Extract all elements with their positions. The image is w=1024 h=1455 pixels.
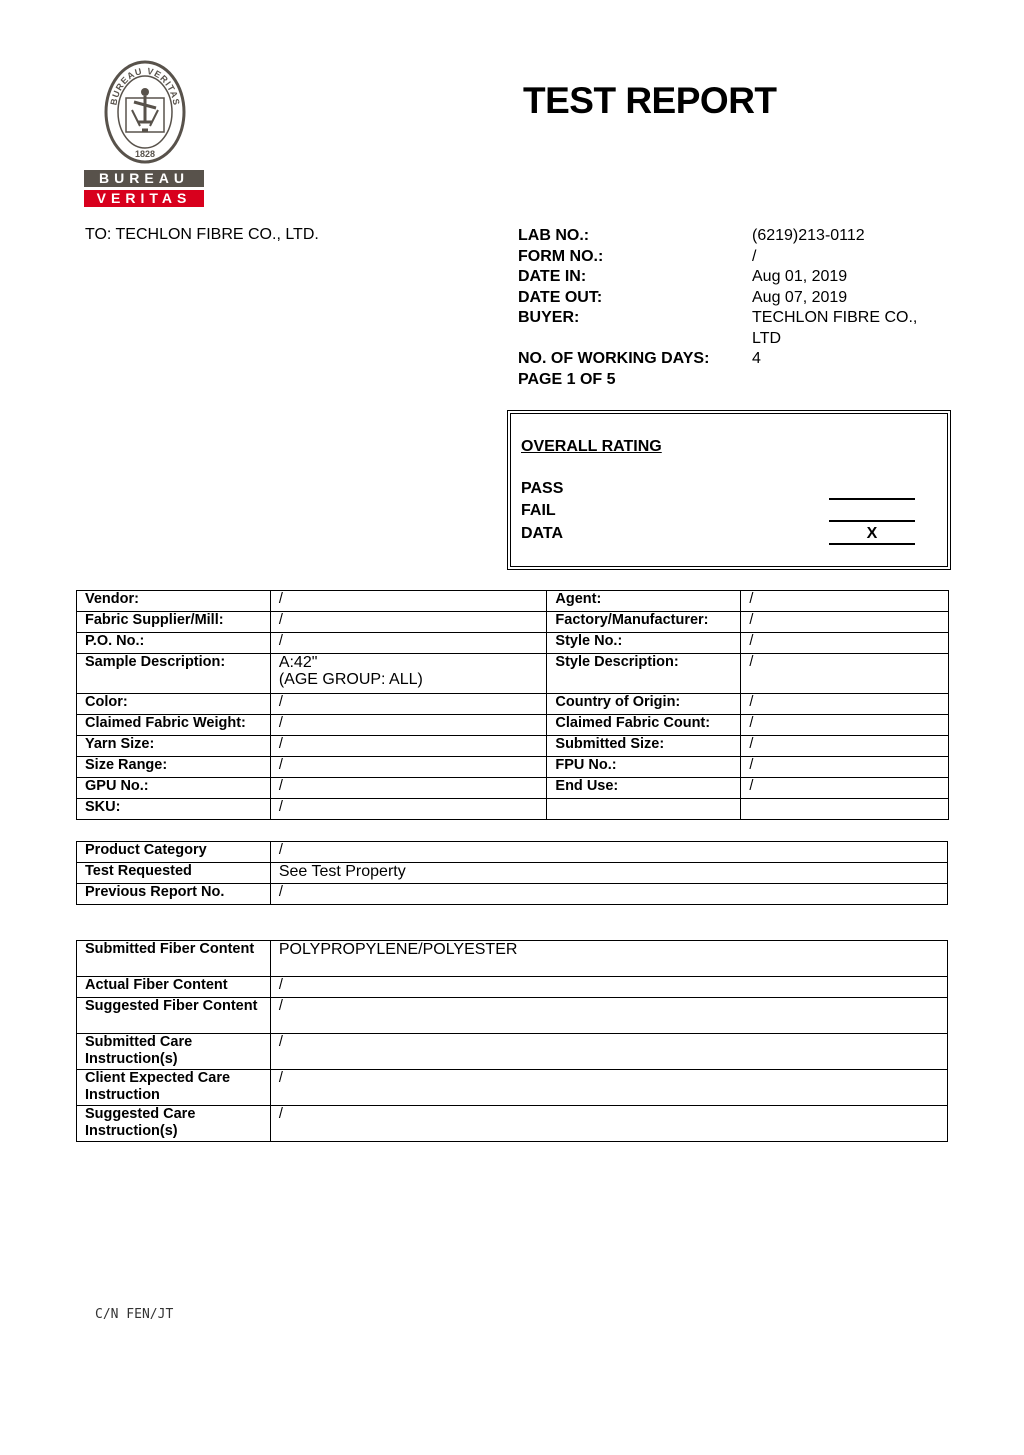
rating-label: PASS <box>521 480 564 497</box>
report-title: TEST REPORT <box>523 80 777 121</box>
meta-row-date-out <box>518 288 942 309</box>
cell-value: / <box>270 1070 947 1106</box>
table-row <box>77 799 949 820</box>
footer-code: C/N FEN/JT <box>95 1307 174 1322</box>
cell-label: Claimed Fabric Weight: <box>77 715 271 736</box>
product-table <box>76 841 948 905</box>
seal-icon <box>104 60 186 164</box>
seal-year: 1828 <box>134 149 156 159</box>
table-row <box>77 998 948 1034</box>
meta-label: LAB NO.: <box>518 227 590 244</box>
cell-label: Previous Report No. <box>77 884 271 905</box>
table-row <box>77 736 949 757</box>
meta-value: TECHLON FIBRE CO., LTD <box>752 309 918 347</box>
table-row <box>77 1106 948 1142</box>
cell-label: Suggested Fiber Content <box>77 998 271 1034</box>
cell-label: Test Requested <box>77 863 271 884</box>
cell-label: Submitted Fiber Content <box>77 941 271 977</box>
cell-value: / <box>270 1106 947 1142</box>
rating-row-pass <box>521 480 921 498</box>
cell-label: Vendor: <box>77 591 271 612</box>
cell-label: Yarn Size: <box>77 736 271 757</box>
meta-value: Aug 01, 2019 <box>752 268 848 285</box>
table-row <box>77 694 949 715</box>
cell-value: / <box>270 884 947 905</box>
cell-label: GPU No.: <box>77 778 271 799</box>
cell-label: Style Description: <box>547 654 741 694</box>
table-row <box>77 654 949 694</box>
table-row <box>77 941 948 977</box>
recipient-line: TO: TECHLON FIBRE CO., LTD. <box>85 226 319 243</box>
sample-info-table <box>76 590 949 820</box>
rating-title: OVERALL RATING <box>521 438 662 455</box>
rating-mark: X <box>829 525 915 545</box>
sample-description-line2: (AGE GROUP: ALL) <box>278 671 423 688</box>
cell-label: Client Expected Care Instruction <box>77 1070 271 1106</box>
meta-row-buyer <box>518 308 942 349</box>
meta-value: Aug 07, 2019 <box>752 288 848 306</box>
rating-label: DATA <box>521 525 564 542</box>
rating-row-data <box>521 525 921 543</box>
meta-value: / <box>752 247 757 265</box>
cell-value: POLYPROPYLENE/POLYESTER <box>270 941 947 977</box>
cell-label: Suggested Care Instruction(s) <box>77 1106 271 1142</box>
sample-description-line1: A:42" <box>278 654 318 671</box>
cell-value: / <box>270 736 547 757</box>
cell-value <box>270 654 547 694</box>
meta-value <box>752 370 942 391</box>
cell-label: Submitted Size: <box>547 736 741 757</box>
cell-value: / <box>270 778 547 799</box>
table-row <box>77 715 949 736</box>
meta-row-working-days <box>518 349 942 370</box>
table-row <box>77 1034 948 1070</box>
cell-label: Agent: <box>547 591 741 612</box>
cell-label: Country of Origin: <box>547 694 741 715</box>
cell-value: / <box>741 633 949 654</box>
table-row <box>77 842 948 863</box>
cell-value: / <box>270 842 947 863</box>
report-meta <box>518 226 942 390</box>
cell-value: / <box>741 694 949 715</box>
cell-value <box>741 799 949 820</box>
cell-value: / <box>741 612 949 633</box>
cell-value: / <box>741 757 949 778</box>
cell-label: Product Category <box>77 842 271 863</box>
cell-value: / <box>270 799 547 820</box>
cell-value: / <box>741 736 949 757</box>
cell-label: Claimed Fabric Count: <box>547 715 741 736</box>
cell-value: / <box>270 633 547 654</box>
meta-row-form-no <box>518 247 942 268</box>
cell-label: Fabric Supplier/Mill: <box>77 612 271 633</box>
meta-row-page <box>518 370 942 391</box>
cell-value: / <box>741 715 949 736</box>
table-row <box>77 633 949 654</box>
seal-text: BUREAU VERITAS <box>108 65 182 107</box>
cell-value: / <box>270 757 547 778</box>
brand-bottom-bar: VERITAS <box>84 190 204 207</box>
meta-label: PAGE 1 OF 5 <box>518 370 616 388</box>
cell-value: / <box>270 977 947 998</box>
cell-label: P.O. No.: <box>77 633 271 654</box>
cell-label: Factory/Manufacturer: <box>547 612 741 633</box>
table-row <box>77 778 949 799</box>
meta-row-lab-no <box>518 226 942 247</box>
meta-value: 4 <box>752 350 761 367</box>
rating-row-fail <box>521 502 921 520</box>
meta-label: DATE IN: <box>518 268 587 285</box>
table-row <box>77 1070 948 1106</box>
cell-label: Color: <box>77 694 271 715</box>
cell-label: Size Range: <box>77 757 271 778</box>
table-row <box>77 591 949 612</box>
cell-label: Submitted Care Instruction(s) <box>77 1034 271 1070</box>
cell-value: / <box>270 591 547 612</box>
cell-label: Actual Fiber Content <box>77 977 271 998</box>
bureau-veritas-logo <box>84 60 206 210</box>
cell-value: / <box>741 591 949 612</box>
cell-label: Style No.: <box>547 633 741 654</box>
cell-label <box>547 799 741 820</box>
cell-label: SKU: <box>77 799 271 820</box>
table-row <box>77 757 949 778</box>
fiber-care-table <box>76 940 948 1142</box>
cell-value: / <box>270 612 547 633</box>
meta-row-date-in <box>518 267 942 288</box>
table-row <box>77 884 948 905</box>
table-row <box>77 612 949 633</box>
meta-label: BUYER: <box>518 309 580 326</box>
table-row <box>77 977 948 998</box>
cell-label: Sample Description: <box>77 654 271 694</box>
overall-rating-box <box>507 410 951 570</box>
rating-mark <box>829 480 915 500</box>
cell-label: FPU No.: <box>547 757 741 778</box>
cell-label: End Use: <box>547 778 741 799</box>
cell-value: See Test Property <box>270 863 947 884</box>
cell-value: / <box>270 715 547 736</box>
table-row <box>77 863 948 884</box>
meta-value: (6219)213-0112 <box>752 227 865 244</box>
meta-label: NO. OF WORKING DAYS: <box>518 350 710 367</box>
cell-value: / <box>270 1034 947 1070</box>
cell-value: / <box>270 998 947 1034</box>
brand-top-bar: BUREAU <box>84 170 204 187</box>
cell-value: / <box>741 654 949 694</box>
cell-value: / <box>741 778 949 799</box>
cell-value: / <box>270 694 547 715</box>
meta-label: FORM NO.: <box>518 247 604 265</box>
meta-label: DATE OUT: <box>518 288 603 306</box>
rating-label: FAIL <box>521 502 556 519</box>
rating-mark <box>829 502 915 522</box>
